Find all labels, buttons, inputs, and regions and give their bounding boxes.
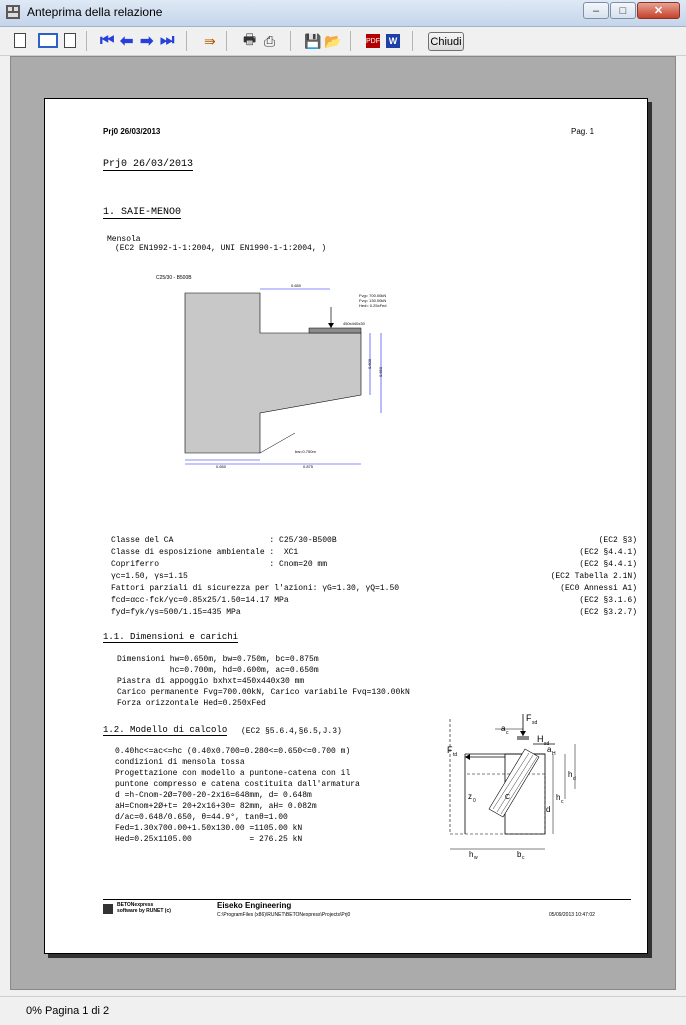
dim-top-label: 0.650 <box>291 283 302 288</box>
bracket-section-figure <box>145 267 405 472</box>
label-ac: a <box>501 724 506 733</box>
title-bar <box>0 0 686 27</box>
close-button[interactable]: ✕ <box>637 2 680 19</box>
first-page-icon[interactable]: ⏮ <box>100 32 115 49</box>
section-1-2-title: 1.2. Modello di calcolo <box>103 725 228 735</box>
maximize-button[interactable]: □ <box>610 2 636 19</box>
report-page <box>44 98 648 954</box>
model-row: Progettazione con modello a puntone-catena con il <box>115 769 351 778</box>
status-bar <box>0 996 686 1025</box>
param-ref: (EC2 Tabella 2.1N) <box>550 572 637 581</box>
load-hed: Hed= 0.25xFed <box>359 303 387 308</box>
project-title: Prj0 26/03/2013 <box>103 159 194 170</box>
bearing-plate <box>309 328 361 333</box>
dims-row: Carico permanente Fvg=700.00kN, Carico variabile Fvq=130.00kN <box>117 688 410 697</box>
dim-bottom-1-label: 0.650 <box>216 464 227 469</box>
label-hc: h <box>556 793 561 802</box>
print-icon[interactable]: ⎙ <box>264 32 276 49</box>
app-icon <box>6 5 20 19</box>
label-fsd: F <box>526 713 532 723</box>
printer-setup-icon[interactable]: 🖶 <box>243 31 257 47</box>
toolbar-separator <box>186 31 187 51</box>
dims-row: Forza orizzontale Hed=0.250xFed <box>117 699 266 708</box>
dim-h2-label: 0.650 <box>378 366 383 377</box>
param-row: γc=1.50, γs=1.15 <box>111 572 188 581</box>
page-width-view-icon[interactable] <box>38 33 58 48</box>
model-row: Hed=0.25x1105.00 = 276.25 kN <box>115 835 303 844</box>
element-type: Mensola <box>107 235 141 244</box>
footer-rule <box>103 899 631 900</box>
dims-row: Dimensioni hw=0.650m, bw=0.750m, bc=0.875m <box>117 655 319 664</box>
svg-text:H: H <box>552 751 556 757</box>
svg-text:w: w <box>474 855 478 859</box>
load-fvg: Fvg= 700.00kN <box>359 293 387 298</box>
param-ref: (EC2 §3.2.7) <box>579 608 637 617</box>
previous-page-icon[interactable]: ⬅ <box>120 33 134 50</box>
model-row: 0.40hc<=ac<=hc (0.40x0.700=0.280<=0.650<=0.700 m) <box>115 747 351 756</box>
label-d: d <box>546 805 551 814</box>
bw-label: bw=0.750m <box>295 449 316 454</box>
dim-bottom-2-label: 0.875 <box>303 464 314 469</box>
minimize-button[interactable]: – <box>583 2 609 19</box>
label-hw: h <box>469 850 474 859</box>
param-row: Classe di esposizione ambientale : XC1 <box>111 548 299 557</box>
model-row: aH=Cnom+2Ø+t= 20+2x16+30= 82mm, aH= 0.082m <box>115 802 317 811</box>
footer-logo-line-1: BETONexpress <box>117 902 154 908</box>
save-icon[interactable]: 💾 <box>304 32 322 49</box>
toolbar <box>0 27 686 56</box>
model-row: d/ac=0.648/0.650, θ=44.9°, tanθ=1.00 <box>115 813 288 822</box>
dims-row: Piastra di appoggio bxhxt=450x440x30 mm <box>117 677 305 686</box>
svg-text:c: c <box>506 730 509 736</box>
window-controls <box>582 2 680 19</box>
param-row: Classe del CA : C25/30-B500B <box>111 536 337 545</box>
material-label: C25/30 - B500B <box>156 275 192 281</box>
footer-path: C:\ProgramFiles (x86)\RUNET\BETONexpress\Projects\Prj0 <box>217 912 351 918</box>
open-folder-icon[interactable]: 📂 <box>324 32 342 49</box>
label-ah: a <box>547 745 552 754</box>
strut-tie-diagram <box>445 709 585 859</box>
status-text: 0% Pagina 1 di 2 <box>26 1005 110 1017</box>
param-ref: (EC2 §4.4.1) <box>579 548 637 557</box>
model-row: Fed=1.30x700.00+1.50x130.00 =1105.00 kN <box>115 824 303 833</box>
section-1-2-ref: (EC2 §5.6.4,§6.5,J.3) <box>241 727 342 736</box>
goto-page-icon[interactable]: ⇛ <box>204 32 216 49</box>
footer-company: Eiseko Engineering <box>217 901 292 910</box>
label-z0: z <box>468 792 472 801</box>
dims-row: hc=0.700m, hd=0.600m, ac=0.650m <box>117 666 319 675</box>
last-page-icon[interactable]: ⏭ <box>160 32 175 49</box>
single-page-view-icon[interactable] <box>14 33 26 48</box>
param-ref: (EC0 Annessi A1) <box>560 584 637 593</box>
label-hd: h <box>568 770 573 779</box>
load-fvq: Fvq= 130.00kN <box>359 298 387 303</box>
full-page-view-icon[interactable] <box>64 33 76 48</box>
next-page-icon[interactable]: ➡ <box>140 33 154 50</box>
page-number: Pag. 1 <box>571 127 595 136</box>
toolbar-separator <box>290 31 291 51</box>
svg-text:0: 0 <box>473 798 476 804</box>
model-row: puntone compresso e catena costituita dall'armatura <box>115 780 360 789</box>
param-ref: (EC2 §4.4.1) <box>579 560 637 569</box>
bracket-shape <box>185 293 361 453</box>
page-header-project: Prj0 26/03/2013 <box>103 127 161 136</box>
label-hsd: H <box>537 734 544 744</box>
window-title: Anteprima della relazione <box>27 5 163 19</box>
label-ftd: F <box>447 745 453 755</box>
model-row: d =h-Cnom-2Ø=700-20-2x16=648mm, d= 0.648m <box>115 791 312 800</box>
section-1-title: 1. SAIE-MENO0 <box>103 207 182 218</box>
toolbar-separator <box>412 31 413 51</box>
label-c: C <box>505 794 511 801</box>
svg-text:d: d <box>573 776 576 782</box>
param-ref: (EC2 §3) <box>598 536 637 545</box>
svg-text:sd: sd <box>532 720 538 726</box>
svg-text:sd: sd <box>544 741 550 747</box>
param-row: Copriferro : Cnom=20 mm <box>111 560 328 569</box>
param-ref: (EC2 §3.1.6) <box>579 596 637 605</box>
toolbar-separator <box>350 31 351 51</box>
param-row: fcd=αcc·fck/γc=0.85x25/1.50=14.17 MPa <box>111 596 289 605</box>
norms-text: (EC2 EN1992-1-1:2004, UNI EN1990-1-1:2004, ) <box>115 244 327 253</box>
footer-logo-line-2: software by RUNET (c) <box>117 908 171 914</box>
svg-text:c: c <box>522 855 525 859</box>
model-row: condizioni di mensola tossa <box>115 758 245 767</box>
svg-text:td: td <box>453 752 458 758</box>
chiudi-button[interactable]: Chiudi <box>428 32 464 51</box>
section-1-1-title: 1.1. Dimensioni e carichi <box>103 632 239 642</box>
footer-date: 05/09/2013 10:47:02 <box>549 912 595 918</box>
label-bc: b <box>517 850 522 859</box>
param-row: Fattori parziali di sicurezza per l'azioni: γG=1.30, γQ=1.50 <box>111 584 400 593</box>
toolbar-separator <box>86 31 87 51</box>
svg-text:c: c <box>561 799 564 805</box>
dim-h1-label: 0.600 <box>367 358 372 369</box>
plate-label: 450x440x30 <box>343 321 365 326</box>
toolbar-separator <box>226 31 227 51</box>
param-row: fyd=fyk/γs=500/1.15=435 MPa <box>111 608 241 617</box>
betonexpress-logo <box>103 904 113 914</box>
word-export-icon[interactable]: W <box>386 34 400 48</box>
pdf-export-icon[interactable]: PDF <box>366 34 380 48</box>
